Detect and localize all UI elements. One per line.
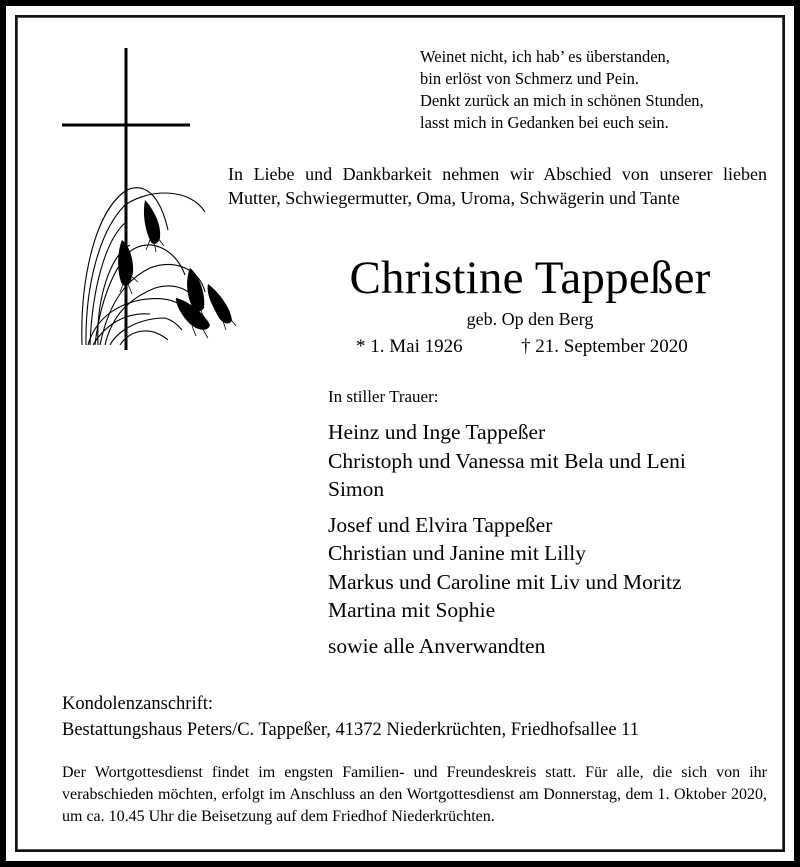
mourner-line: sowie alle Anverwandten — [328, 633, 546, 658]
mourner-line: Heinz und Inge Tappeßer — [328, 420, 546, 444]
mourner-line: Martina mit Sophie — [328, 598, 496, 622]
mourner-group — [328, 418, 686, 504]
poem-line: Weinet nicht, ich hab’ es überstanden, — [420, 47, 670, 66]
mourner-group — [328, 511, 686, 625]
poem-line: bin erlöst von Schmerz und Pein. — [420, 69, 640, 88]
maiden-name: geb. Op den Berg — [466, 309, 594, 329]
condolence-address: Bestattungshaus Peters/C. Tappeßer, 41372 Niederkrüchten, Friedhofsallee 11 — [62, 720, 639, 740]
mourner-line: Simon — [328, 477, 385, 501]
poem — [420, 46, 704, 134]
mourner-line: Markus und Caroline mit Liv und Moritz — [328, 569, 682, 594]
condolence-label: Kondolenzanschrift: — [62, 694, 214, 714]
mourner-line: Christian und Janine mit Lilly — [328, 541, 586, 565]
poem-line: lasst mich in Gedanken bei euch sein. — [420, 113, 669, 132]
death-date: † 21. September 2020 — [521, 336, 688, 357]
mourner-group — [328, 632, 686, 661]
poem-line: Denkt zurück an mich in schönen Stunden, — [420, 91, 704, 110]
birth-date: * 1. Mai 1926 — [356, 336, 463, 357]
intro-paragraph: In Liebe und Dankbarkeit nehmen wir Abschied von unserer lieben Mutter, Schwiegermutter, Oma, Uroma, Schwägerin und Tante — [228, 164, 767, 208]
mourner-line: Christoph und Vanessa mit Bela und Leni — [328, 448, 686, 473]
mourner-line: Josef und Elvira Tappeßer — [328, 512, 553, 537]
mourners-list — [328, 418, 686, 667]
service-info: Der Wortgottesdienst findet im engsten Familien- und Freundeskreis statt. Für alle, die sich von ihr verabschieden möchten, erfolgt im Anschluss an den Wortgottesdienst am Donnerstag, dem 1. Oktober 2020, um ca. 10.45 Uhr die Beisetzung auf dem Friedhof Niederkrüchten. — [62, 764, 767, 825]
condolence-block — [62, 691, 639, 743]
mourners-label: In stiller Trauer: — [328, 387, 439, 406]
deceased-name: Christine Tappeßer — [349, 252, 711, 304]
